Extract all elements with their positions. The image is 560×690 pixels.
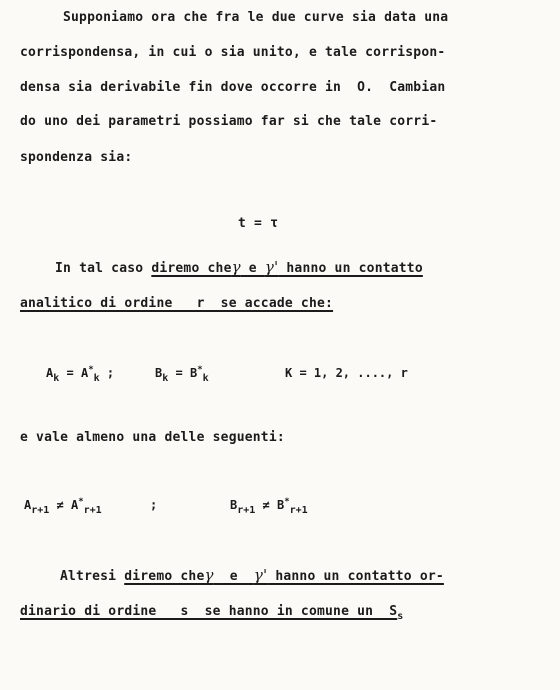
condition-a-equal: $A_k = A^*_k$ ;	[46, 365, 115, 384]
paragraph-1-line-2: corrispondensa, in cui o sia unito, e tale corrispon-	[20, 45, 446, 60]
line-vale-almeno: e vale almeno una delle seguenti:	[20, 430, 285, 445]
paragraph-3-line-1: Altresi diremo cheγ e γ' hanno un contatto or-	[60, 566, 444, 584]
paragraph-1-line-5: spondenza sia:	[20, 150, 133, 165]
p2-underlined-1: diremo cheγ e γ' hanno un contatto	[151, 258, 423, 276]
gamma-prime-symbol-2: γ'	[253, 566, 268, 584]
condition-k-range: K = 1, 2, ...., r	[285, 366, 408, 380]
inequality-a: $A_{r+1} \ne A^*_{r+1}$	[24, 497, 102, 516]
paragraph-3-line-2: dinario di ordine s se hanno in comune un $S_s$	[20, 604, 404, 622]
p2-prefix: In tal caso	[55, 261, 152, 276]
gamma-prime-symbol: γ'	[264, 258, 279, 276]
paragraph-1-line-1: Supponiamo ora che fra le due curve sia data una	[63, 10, 449, 25]
gamma-symbol-2: γ	[204, 566, 214, 584]
paragraph-2-line-1	[55, 258, 423, 276]
condition-b-equal: $B_k = B^*_k$	[155, 365, 209, 384]
gamma-symbol: γ	[231, 258, 241, 276]
equation-t-tau: t = τ	[238, 216, 279, 231]
paragraph-1-line-3: densa sia derivabile fin dove occorre in O. Cambian	[20, 80, 446, 95]
p3-underlined-1: diremo cheγ e γ' hanno un contatto or-	[124, 566, 444, 584]
paragraph-1-line-4: do uno dei parametri possiamo far si che tale corri-	[20, 114, 438, 129]
inequality-semicolon: ;	[150, 498, 158, 512]
inequality-b: $B_{r+1} \ne B^*_{r+1}$	[230, 497, 308, 516]
paragraph-2-line-2: analitico di ordine r se accade che:	[20, 296, 334, 311]
